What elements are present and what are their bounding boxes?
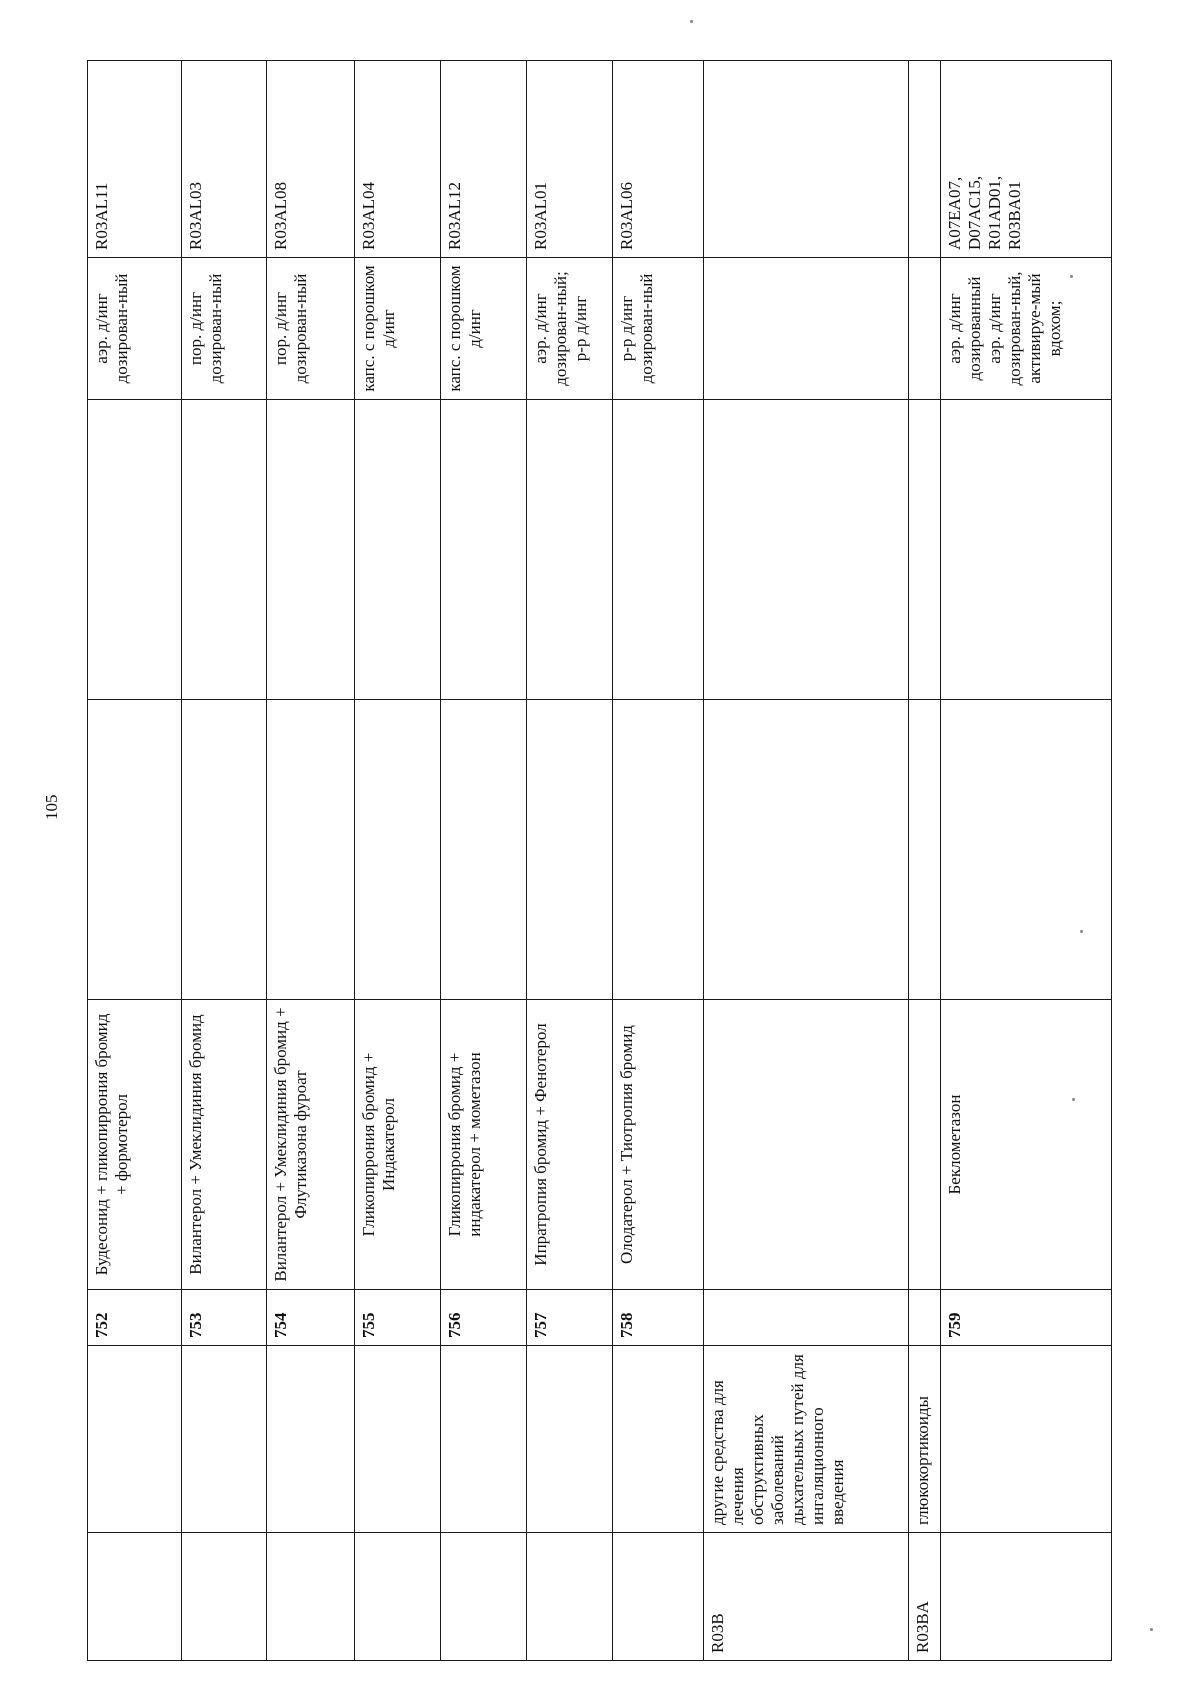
group-cell bbox=[355, 1346, 441, 1533]
number-cell bbox=[908, 1290, 940, 1346]
group-cell bbox=[527, 1346, 613, 1533]
atc-code-cell: R03AL06 bbox=[613, 61, 703, 258]
code-cell bbox=[266, 1533, 354, 1661]
number-cell: 753 bbox=[181, 1290, 266, 1346]
group-cell bbox=[940, 1346, 1111, 1533]
empty-cell bbox=[181, 400, 266, 700]
atc-code-cell: R03AL03 bbox=[181, 61, 266, 258]
number-cell bbox=[703, 1290, 908, 1346]
code-cell bbox=[355, 1533, 441, 1661]
code-cell bbox=[88, 1533, 182, 1661]
empty-cell bbox=[527, 400, 613, 700]
dosage-form-cell: р-р д/инг дозирован-ный bbox=[613, 258, 703, 400]
group-cell bbox=[613, 1346, 703, 1533]
dosage-form-cell: аэр. д/инг дозированный аэр. д/инг дозирован-ный, активируе-мый вдохом; bbox=[940, 258, 1111, 400]
scan-speck bbox=[1070, 275, 1073, 278]
empty-cell bbox=[266, 700, 354, 1000]
code-cell bbox=[441, 1533, 527, 1661]
atc-code-cell: R03AL04 bbox=[355, 61, 441, 258]
empty-cell bbox=[181, 700, 266, 1000]
empty-cell bbox=[527, 700, 613, 1000]
code-cell bbox=[613, 1533, 703, 1661]
number-cell: 758 bbox=[613, 1290, 703, 1346]
empty-cell bbox=[88, 400, 182, 700]
code-cell bbox=[527, 1533, 613, 1661]
number-cell: 754 bbox=[266, 1290, 354, 1346]
drug-name-cell bbox=[908, 1000, 940, 1290]
scan-speck bbox=[1080, 930, 1083, 933]
scan-speck bbox=[690, 20, 693, 23]
dosage-form-cell: аэр. д/инг дозирован-ный; р-р д/инг bbox=[527, 258, 613, 400]
dosage-form-cell: капс. с порошком д/инг bbox=[441, 258, 527, 400]
scan-speck bbox=[1150, 1628, 1153, 1631]
empty-cell bbox=[908, 400, 940, 700]
number-cell: 755 bbox=[355, 1290, 441, 1346]
table-row bbox=[181, 61, 266, 1661]
table-row bbox=[88, 61, 182, 1661]
empty-cell bbox=[355, 400, 441, 700]
code-cell: R03B bbox=[703, 1533, 908, 1661]
table-body bbox=[88, 61, 1112, 1661]
group-cell: глюкокортикоиды bbox=[908, 1346, 940, 1533]
code-cell bbox=[940, 1533, 1111, 1661]
group-cell: другие средства для лечения обструктивных заболеваний дыхательных путей для ингаляционного введения bbox=[703, 1346, 908, 1533]
empty-cell bbox=[613, 400, 703, 700]
scan-speck bbox=[1072, 1098, 1075, 1101]
table-row bbox=[908, 61, 940, 1661]
atc-code-cell: R03AL11 bbox=[88, 61, 182, 258]
atc-code-cell: A07EA07, D07AC15, R01AD01, R03BA01 bbox=[940, 61, 1111, 258]
empty-cell bbox=[703, 400, 908, 700]
empty-cell bbox=[355, 700, 441, 1000]
empty-cell bbox=[703, 700, 908, 1000]
page-number: 105 bbox=[42, 794, 61, 820]
drug-name-cell: Гликопиррония бромид + индакатерол + мометазон bbox=[441, 1000, 527, 1290]
empty-cell bbox=[266, 400, 354, 700]
empty-cell bbox=[613, 700, 703, 1000]
empty-cell bbox=[908, 700, 940, 1000]
drug-name-cell: Будесонид + гликопиррония бромид + формотерол bbox=[88, 1000, 182, 1290]
drug-name-cell bbox=[703, 1000, 908, 1290]
atc-code-cell: R03AL01 bbox=[527, 61, 613, 258]
code-cell: R03BA bbox=[908, 1533, 940, 1661]
dosage-form-cell: капс. с порошком д/инг bbox=[355, 258, 441, 400]
drug-name-cell: Вилантерол + Умеклидиния бромид bbox=[181, 1000, 266, 1290]
drug-list-table bbox=[87, 60, 1112, 1661]
drug-name-cell: Вилантерол + Умеклидиния бромид + Флутиказона фуроат bbox=[266, 1000, 354, 1290]
empty-cell bbox=[88, 700, 182, 1000]
table-row bbox=[703, 61, 908, 1661]
dosage-form-cell bbox=[703, 258, 908, 400]
table-container bbox=[87, 61, 1112, 1661]
number-cell: 756 bbox=[441, 1290, 527, 1346]
number-cell: 752 bbox=[88, 1290, 182, 1346]
atc-code-cell: R03AL08 bbox=[266, 61, 354, 258]
table-row bbox=[266, 61, 354, 1661]
drug-name-cell: Гликопиррония бромид + Индакатерол bbox=[355, 1000, 441, 1290]
dosage-form-cell: пор. д/инг дозирован-ный bbox=[266, 258, 354, 400]
code-cell bbox=[181, 1533, 266, 1661]
empty-cell bbox=[940, 700, 1111, 1000]
drug-name-cell: Беклометазон bbox=[940, 1000, 1111, 1290]
atc-code-cell: R03AL12 bbox=[441, 61, 527, 258]
table-row bbox=[613, 61, 703, 1661]
atc-code-cell bbox=[908, 61, 940, 258]
empty-cell bbox=[441, 700, 527, 1000]
table-row bbox=[355, 61, 441, 1661]
group-cell bbox=[181, 1346, 266, 1533]
atc-code-cell bbox=[703, 61, 908, 258]
group-cell bbox=[266, 1346, 354, 1533]
group-cell bbox=[88, 1346, 182, 1533]
dosage-form-cell: аэр. д/инг дозирован-ный bbox=[88, 258, 182, 400]
table-row bbox=[940, 61, 1111, 1661]
number-cell: 759 bbox=[940, 1290, 1111, 1346]
empty-cell bbox=[940, 400, 1111, 700]
table-row bbox=[441, 61, 527, 1661]
number-cell: 757 bbox=[527, 1290, 613, 1346]
dosage-form-cell: пор. д/инг дозирован-ный bbox=[181, 258, 266, 400]
group-cell bbox=[441, 1346, 527, 1533]
drug-name-cell: Олодатерол + Тиотропия бромид bbox=[613, 1000, 703, 1290]
drug-name-cell: Ипратропия бромид + Фенотерол bbox=[527, 1000, 613, 1290]
dosage-form-cell bbox=[908, 258, 940, 400]
table-row bbox=[527, 61, 613, 1661]
empty-cell bbox=[441, 400, 527, 700]
